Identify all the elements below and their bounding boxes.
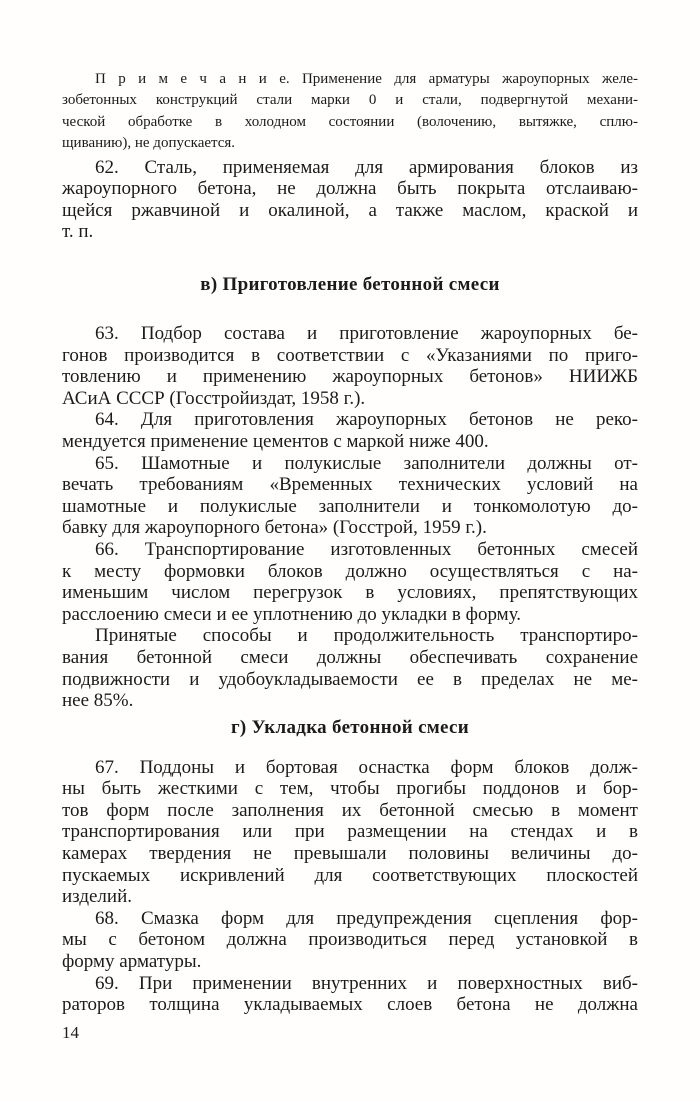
text-line: форму арматуры. [62,951,202,973]
paragraph-68 [62,908,638,973]
text-line: мы с бетоном должна производиться перед установкой в [62,929,638,951]
text-line: АСиА СССР (Госстройиздат, 1958 г.). [62,387,366,409]
text-line: П р и м е ч а н и е. Применение для арматуры жароупорных желе- [95,71,638,87]
section-heading-g: г) Укладка бетонной смеси [231,716,469,738]
paragraph-67 [62,757,638,908]
text-line: щейся ржавчиной и окалиной, а также маслом, краской и [62,199,638,221]
text-line: подвижности и удобоукладываемости ее в пределах не ме- [62,668,638,690]
text-line: шамотные и полукислые заполнители и тонкомолотую до- [62,495,638,517]
text-line: транспортирования или при размещении на стендах и в [62,821,638,843]
note-paragraph [62,69,638,155]
text-line: бавку для жароупорного бетона» (Госстрой, 1959 г.). [62,517,487,539]
text-line: 65. Шамотные и полукислые заполнители должны от- [95,452,638,474]
text-line: 64. Для приготовления жароупорных бетонов не реко- [95,409,638,431]
paragraph-69 [62,973,638,1016]
text-line: расслоению смеси и ее уплотнению до укладки в форму. [62,603,522,625]
text-line: 62. Сталь, применяемая для армирования блоков из [95,156,638,178]
text-line: т. п. [62,221,94,243]
paragraph-65 [62,453,638,539]
paragraph-66 [62,539,638,625]
text-line: мендуется применение цементов с маркой ниже 400. [62,430,489,452]
text-line: пускаемых искривлений для соответствующих плоскостей [62,864,638,886]
text-line: тов форм после заполнения их бетонной смесью в момент [62,799,638,821]
text-line: камерах твердения не превышали половины величины до- [62,843,638,865]
text-line: зобетонных конструкций стали марки 0 и стали, подвергнутой механи- [62,92,638,109]
text-line: 68. Смазка форм для предупреждения сцепления фор- [95,907,638,929]
text-line: к месту формовки блоков должно осуществляться с на- [62,560,638,582]
text-line: ны быть жесткими с тем, чтобы прогибы поддонов и бор- [62,778,638,800]
text-line: товлению и применению жароупорных бетонов» НИИЖБ [62,366,638,388]
paragraph-66-continuation [62,625,638,711]
page-number: 14 [62,1022,79,1042]
text-line: 66. Транспортирование изготовленных бетонных смесей [95,538,638,560]
paragraph-63 [62,323,638,409]
text-line: щиванию), не допускается. [62,135,236,152]
text-line: гонов производится в соответствии с «Указаниями по приго- [62,344,638,366]
text-line: изделий. [62,886,132,908]
text-line: жароупорного бетона, не должна быть покрыта отслаиваю- [62,178,638,200]
paragraph-64 [62,409,638,452]
paragraph-62 [62,157,638,243]
text-line: 63. Подбор состава и приготовление жароупорных бе- [95,323,638,344]
text-line: раторов толщина укладываемых слоев бетона не должна [62,994,638,1016]
text-line: нее 85%. [62,690,134,712]
text-line: вечать требованиям «Временных технических условий на [62,474,638,496]
section-heading-v: в) Приготовление бетонной смеси [200,274,500,295]
text-line: Принятые способы и продолжительность транспортиро- [95,625,638,647]
text-line: вания бетонной смеси должны обеспечивать сохранение [62,646,638,668]
text-line: 69. При применении внутренних и поверхностных виб- [95,972,638,994]
text-line: 67. Поддоны и бортовая оснастка форм блоков долж- [95,756,638,778]
text-line: ческой обработке в холодном состоянии (волочению, вытяжке, сплю- [62,113,638,130]
text-line: именьшим числом перегрузок в условиях, препятствующих [62,582,638,604]
